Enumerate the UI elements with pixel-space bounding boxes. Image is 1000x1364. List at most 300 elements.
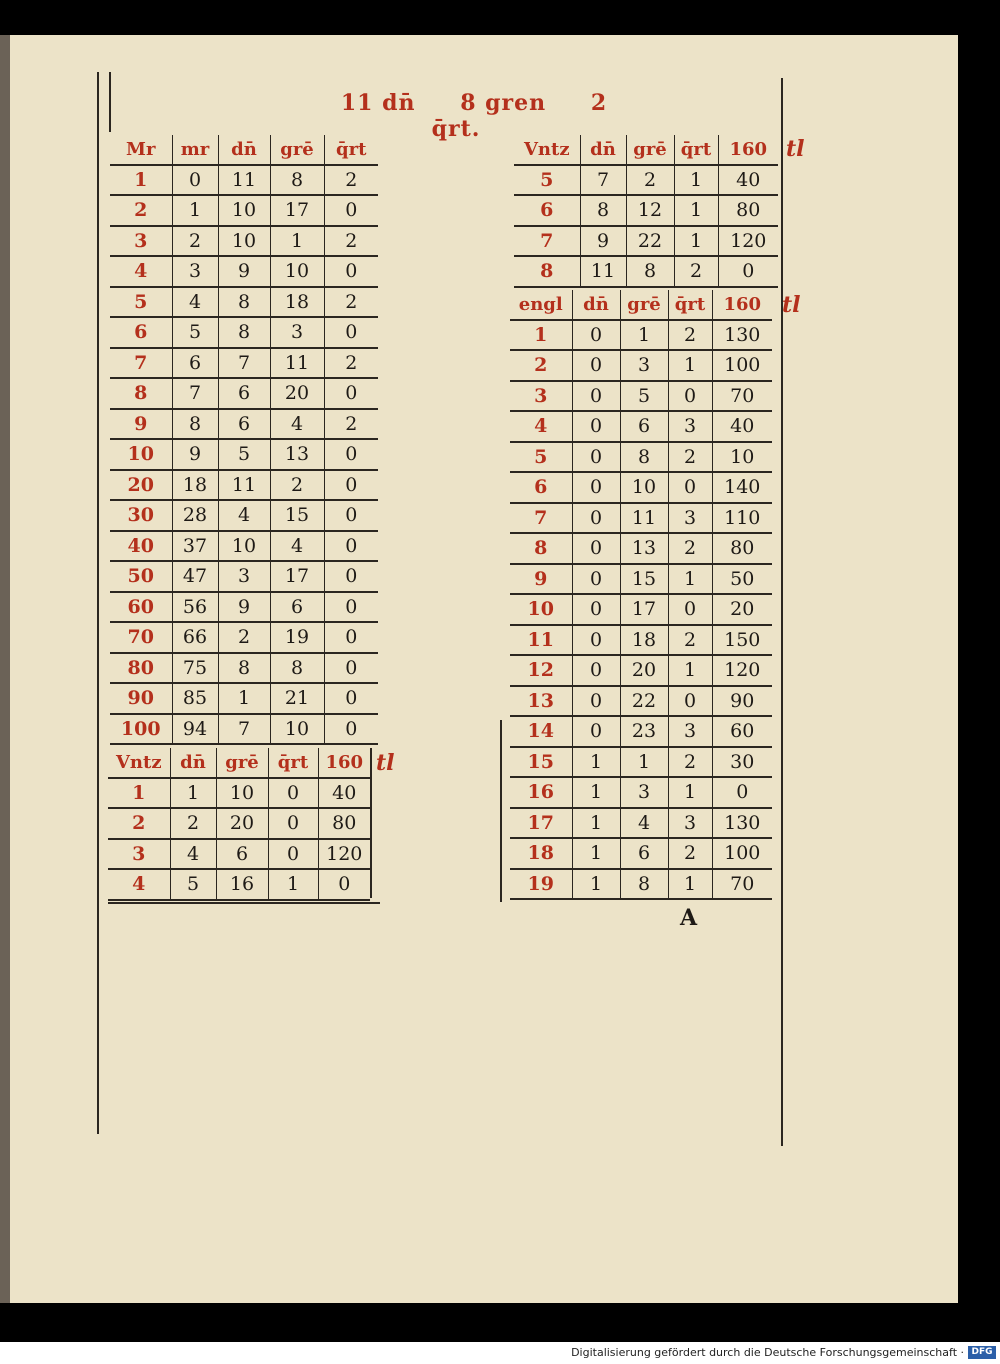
table-row: [110, 165, 378, 196]
table-cell: 5: [172, 317, 218, 348]
table-cell: 12: [626, 195, 674, 226]
row-label: 6: [510, 472, 572, 503]
table-cell: 22: [626, 226, 674, 257]
row-label: 60: [110, 592, 172, 623]
table-d-side-label: tl: [782, 292, 801, 318]
column-header: 160: [718, 135, 778, 165]
table-row: [108, 839, 370, 870]
table-cell: 3: [620, 350, 668, 381]
row-label: 13: [510, 686, 572, 717]
table-cell: 130: [712, 808, 772, 839]
table-row: [110, 500, 378, 531]
table-row: [108, 778, 370, 809]
table-cell: 4: [270, 409, 324, 440]
column-header: Mr: [110, 135, 172, 165]
table-cell: 2: [270, 470, 324, 501]
table-cell: 8: [270, 165, 324, 196]
table-cell: 20: [270, 378, 324, 409]
table-cell: 6: [172, 348, 218, 379]
table-row: [110, 378, 378, 409]
row-label: 40: [110, 531, 172, 562]
column-header: mr: [172, 135, 218, 165]
row-label: 9: [510, 564, 572, 595]
table-cell: 1: [674, 165, 718, 196]
header-rule-left: [109, 72, 111, 132]
column-header: 160: [712, 290, 772, 320]
table-cell: 60: [712, 716, 772, 747]
table-cell: 5: [170, 869, 216, 900]
table-cell: 2: [324, 226, 378, 257]
row-label: 80: [110, 653, 172, 684]
row-label: 11: [510, 625, 572, 656]
table-row: [510, 716, 772, 747]
table-cell: 75: [172, 653, 218, 684]
table-cell: 3: [270, 317, 324, 348]
table-row: [108, 869, 370, 900]
table-row: [510, 472, 772, 503]
table-cell: 47: [172, 561, 218, 592]
table-cell: 0: [668, 594, 712, 625]
row-label: 18: [510, 838, 572, 869]
table-cell: 20: [620, 655, 668, 686]
table-cell: 8: [270, 653, 324, 684]
row-label: 2: [108, 808, 170, 839]
table-cell: 66: [172, 622, 218, 653]
table-cell: 0: [324, 256, 378, 287]
table-row: [510, 777, 772, 808]
table-cell: 0: [572, 716, 620, 747]
table-row: [514, 256, 778, 287]
table-cell: 0: [324, 622, 378, 653]
column-header: 160: [318, 748, 370, 778]
row-label: 4: [108, 869, 170, 900]
row-label: 50: [110, 561, 172, 592]
row-label: 8: [514, 256, 580, 287]
table-cell: 50: [712, 564, 772, 595]
row-label: 5: [514, 165, 580, 196]
table-row: [110, 714, 378, 745]
table-cell: 0: [324, 439, 378, 470]
table-cell: 8: [626, 256, 674, 287]
table-cell: 80: [712, 533, 772, 564]
row-label: 7: [510, 503, 572, 534]
table-cell: 15: [620, 564, 668, 595]
table-cell: 16: [216, 869, 268, 900]
table-row: [110, 256, 378, 287]
table-cell: 2: [668, 320, 712, 351]
row-label: 6: [514, 195, 580, 226]
row-label: 8: [110, 378, 172, 409]
table-cell: 2: [668, 747, 712, 778]
table-cell: 70: [712, 381, 772, 412]
table-cell: 0: [324, 195, 378, 226]
table-cell: 7: [580, 165, 626, 196]
table-cell: 8: [218, 653, 270, 684]
table-cell: 2: [324, 287, 378, 318]
table-cell: 8: [172, 409, 218, 440]
table-cell: 2: [218, 622, 270, 653]
row-label: 3: [510, 381, 572, 412]
table-row: [110, 348, 378, 379]
engl-conversion-table: [510, 290, 772, 900]
row-label: 3: [108, 839, 170, 870]
table-cell: 100: [712, 838, 772, 869]
column-header: grē: [620, 290, 668, 320]
table-cell: 80: [718, 195, 778, 226]
table-cell: 2: [324, 348, 378, 379]
row-label: 1: [510, 320, 572, 351]
column-header: dn̄: [572, 290, 620, 320]
table-cell: 1: [620, 747, 668, 778]
table-cell: 90: [712, 686, 772, 717]
column-header: q̄rt: [324, 135, 378, 165]
table-cell: 0: [324, 683, 378, 714]
table-cell: 9: [218, 592, 270, 623]
vntz-table-right: [514, 135, 778, 288]
table-row: [514, 195, 778, 226]
table-cell: 2: [668, 625, 712, 656]
table-cell: 4: [270, 531, 324, 562]
row-label: 16: [510, 777, 572, 808]
row-label: 10: [510, 594, 572, 625]
row-label: 6: [110, 317, 172, 348]
column-header: engl: [510, 290, 572, 320]
table-cell: 0: [572, 411, 620, 442]
column-header: q̄rt: [674, 135, 718, 165]
table-cell: 0: [572, 533, 620, 564]
table-cell: 0: [572, 472, 620, 503]
table-cell: 1: [172, 195, 218, 226]
column-header: Vntz: [514, 135, 580, 165]
row-label: 9: [110, 409, 172, 440]
table-row: [110, 622, 378, 653]
row-label: 7: [514, 226, 580, 257]
table-cell: 2: [324, 409, 378, 440]
table-cell: 80: [318, 808, 370, 839]
table-cell: 0: [712, 777, 772, 808]
table-row: [108, 808, 370, 839]
row-label: 1: [110, 165, 172, 196]
table-cell: 4: [172, 287, 218, 318]
table-cell: 8: [218, 287, 270, 318]
table-cell: 17: [270, 561, 324, 592]
row-label: 20: [110, 470, 172, 501]
table-cell: 11: [218, 165, 270, 196]
table-row: [510, 350, 772, 381]
table-cell: 2: [172, 226, 218, 257]
table-cell: 0: [318, 869, 370, 900]
table-cell: 10: [218, 226, 270, 257]
table-cell: 8: [580, 195, 626, 226]
table-cell: 8: [620, 869, 668, 900]
table-row: [110, 531, 378, 562]
table-cell: 1: [674, 195, 718, 226]
table-row: [510, 564, 772, 595]
table-cell: 1: [268, 869, 318, 900]
table-cell: 0: [572, 442, 620, 473]
table-cell: 3: [668, 411, 712, 442]
table-cell: 1: [668, 869, 712, 900]
table-cell: 1: [270, 226, 324, 257]
row-label: 4: [110, 256, 172, 287]
row-label: 10: [110, 439, 172, 470]
table-cell: 9: [580, 226, 626, 257]
table-cell: 0: [324, 561, 378, 592]
row-label: 17: [510, 808, 572, 839]
table-cell: 0: [324, 714, 378, 745]
column-header: dn̄: [218, 135, 270, 165]
row-label: 5: [510, 442, 572, 473]
table-cell: 2: [170, 808, 216, 839]
table-row: [510, 442, 772, 473]
table-b-side-label: tl: [376, 750, 395, 776]
table-row: [110, 439, 378, 470]
table-d-left-rule: [500, 720, 502, 902]
table-cell: 6: [620, 411, 668, 442]
table-cell: 2: [668, 533, 712, 564]
table-cell: 10: [218, 195, 270, 226]
table-cell: 3: [668, 503, 712, 534]
table-cell: 1: [668, 777, 712, 808]
vntz-table-left: [108, 748, 370, 901]
table-b-bottom-rule: [108, 902, 380, 904]
table-cell: 7: [218, 714, 270, 745]
table-cell: 10: [218, 531, 270, 562]
row-label: 8: [510, 533, 572, 564]
table-cell: 22: [620, 686, 668, 717]
table-cell: 1: [572, 808, 620, 839]
header-part-3: 2 q̄rt.: [431, 90, 608, 142]
table-cell: 0: [668, 686, 712, 717]
table-c-side-label: tl: [786, 136, 805, 162]
table-cell: 140: [712, 472, 772, 503]
table-row: [510, 625, 772, 656]
table-cell: 3: [668, 808, 712, 839]
table-cell: 7: [172, 378, 218, 409]
table-cell: 0: [572, 686, 620, 717]
table-cell: 120: [318, 839, 370, 870]
header-part-1: 11 dn̄: [340, 90, 416, 116]
table-cell: 0: [324, 470, 378, 501]
table-cell: 19: [270, 622, 324, 653]
table-row: [510, 838, 772, 869]
table-cell: 11: [270, 348, 324, 379]
table-cell: 40: [718, 165, 778, 196]
table-cell: 1: [572, 777, 620, 808]
table-row: [110, 653, 378, 684]
table-cell: 0: [572, 564, 620, 595]
header-part-2: 8 gren: [460, 90, 547, 116]
table-cell: 10: [712, 442, 772, 473]
row-label: 3: [110, 226, 172, 257]
table-cell: 0: [668, 381, 712, 412]
table-cell: 1: [620, 320, 668, 351]
table-cell: 5: [218, 439, 270, 470]
table-cell: 6: [218, 409, 270, 440]
table-cell: 0: [324, 531, 378, 562]
table-row: [510, 381, 772, 412]
table-cell: 3: [620, 777, 668, 808]
table-cell: 10: [270, 714, 324, 745]
row-label: 7: [110, 348, 172, 379]
table-cell: 40: [712, 411, 772, 442]
table-row: [510, 533, 772, 564]
table-row: [510, 747, 772, 778]
column-header: dn̄: [580, 135, 626, 165]
table-row: [110, 592, 378, 623]
table-cell: 0: [572, 320, 620, 351]
table-cell: 15: [270, 500, 324, 531]
table-cell: 2: [674, 256, 718, 287]
table-b-right-rule: [370, 748, 372, 898]
left-margin-rule: [97, 72, 99, 1134]
table-cell: 11: [620, 503, 668, 534]
table-row: [510, 503, 772, 534]
table-cell: 0: [718, 256, 778, 287]
table-cell: 70: [712, 869, 772, 900]
table-cell: 0: [572, 503, 620, 534]
row-label: 2: [510, 350, 572, 381]
table-row: [510, 594, 772, 625]
table-cell: 11: [218, 470, 270, 501]
footer-credit: Digitalisierung gefördert durch die Deutsche Forschungsgemeinschaft ·: [571, 1346, 964, 1359]
table-cell: 1: [668, 350, 712, 381]
row-label: 70: [110, 622, 172, 653]
table-cell: 13: [620, 533, 668, 564]
table-cell: 3: [172, 256, 218, 287]
table-cell: 0: [668, 472, 712, 503]
table-cell: 1: [668, 564, 712, 595]
table-row: [510, 869, 772, 900]
column-header: q̄rt: [268, 748, 318, 778]
table-cell: 7: [218, 348, 270, 379]
row-label: 2: [110, 195, 172, 226]
table-cell: 0: [268, 778, 318, 809]
column-header: dn̄: [170, 748, 216, 778]
table-cell: 56: [172, 592, 218, 623]
mark-conversion-table: [110, 135, 378, 745]
table-cell: 9: [172, 439, 218, 470]
table-cell: 17: [270, 195, 324, 226]
table-cell: 6: [270, 592, 324, 623]
table-cell: 0: [324, 317, 378, 348]
table-cell: 130: [712, 320, 772, 351]
table-cell: 0: [572, 350, 620, 381]
row-label: 90: [110, 683, 172, 714]
table-cell: 1: [218, 683, 270, 714]
table-cell: 20: [216, 808, 268, 839]
table-cell: 1: [572, 838, 620, 869]
table-cell: 0: [324, 378, 378, 409]
table-cell: 3: [218, 561, 270, 592]
table-cell: 120: [712, 655, 772, 686]
table-cell: 4: [218, 500, 270, 531]
table-row: [110, 470, 378, 501]
table-cell: 0: [572, 594, 620, 625]
table-cell: 6: [620, 838, 668, 869]
row-label: 100: [110, 714, 172, 745]
table-cell: 1: [572, 747, 620, 778]
table-cell: 2: [668, 838, 712, 869]
table-cell: 0: [324, 500, 378, 531]
column-header: q̄rt: [668, 290, 712, 320]
row-label: 19: [510, 869, 572, 900]
table-cell: 13: [270, 439, 324, 470]
table-cell: 0: [324, 592, 378, 623]
signature-mark: A: [680, 905, 698, 931]
table-cell: 10: [216, 778, 268, 809]
table-cell: 150: [712, 625, 772, 656]
row-label: 14: [510, 716, 572, 747]
table-cell: 11: [580, 256, 626, 287]
table-cell: 37: [172, 531, 218, 562]
table-row: [514, 165, 778, 196]
table-row: [514, 226, 778, 257]
table-cell: 0: [324, 653, 378, 684]
table-row: [110, 317, 378, 348]
table-cell: 23: [620, 716, 668, 747]
column-header: Vntz: [108, 748, 170, 778]
table-cell: 1: [170, 778, 216, 809]
table-row: [510, 320, 772, 351]
table-cell: 110: [712, 503, 772, 534]
table-cell: 10: [270, 256, 324, 287]
table-cell: 2: [626, 165, 674, 196]
row-label: 15: [510, 747, 572, 778]
row-label: 5: [110, 287, 172, 318]
table-cell: 6: [218, 378, 270, 409]
table-row: [110, 287, 378, 318]
table-cell: 4: [170, 839, 216, 870]
table-row: [510, 655, 772, 686]
table-cell: 0: [572, 655, 620, 686]
table-cell: 1: [668, 655, 712, 686]
table-row: [510, 808, 772, 839]
column-header: grē: [216, 748, 268, 778]
table-cell: 1: [674, 226, 718, 257]
table-cell: 3: [668, 716, 712, 747]
table-cell: 94: [172, 714, 218, 745]
table-row: [510, 686, 772, 717]
table-cell: 30: [712, 747, 772, 778]
table-cell: 28: [172, 500, 218, 531]
row-label: 4: [510, 411, 572, 442]
table-row: [110, 409, 378, 440]
table-cell: 85: [172, 683, 218, 714]
table-cell: 1: [572, 869, 620, 900]
table-cell: 2: [668, 442, 712, 473]
table-cell: 18: [270, 287, 324, 318]
table-cell: 2: [324, 165, 378, 196]
table-cell: 8: [218, 317, 270, 348]
table-cell: 4: [620, 808, 668, 839]
table-cell: 18: [620, 625, 668, 656]
column-header: grē: [626, 135, 674, 165]
table-cell: 0: [572, 625, 620, 656]
table-cell: 21: [270, 683, 324, 714]
table-cell: 20: [712, 594, 772, 625]
table-row: [110, 683, 378, 714]
column-header: grē: [270, 135, 324, 165]
table-cell: 0: [268, 839, 318, 870]
table-cell: 40: [318, 778, 370, 809]
table-cell: 10: [620, 472, 668, 503]
table-cell: 18: [172, 470, 218, 501]
table-cell: 100: [712, 350, 772, 381]
table-cell: 120: [718, 226, 778, 257]
table-cell: 0: [172, 165, 218, 196]
table-cell: 0: [268, 808, 318, 839]
